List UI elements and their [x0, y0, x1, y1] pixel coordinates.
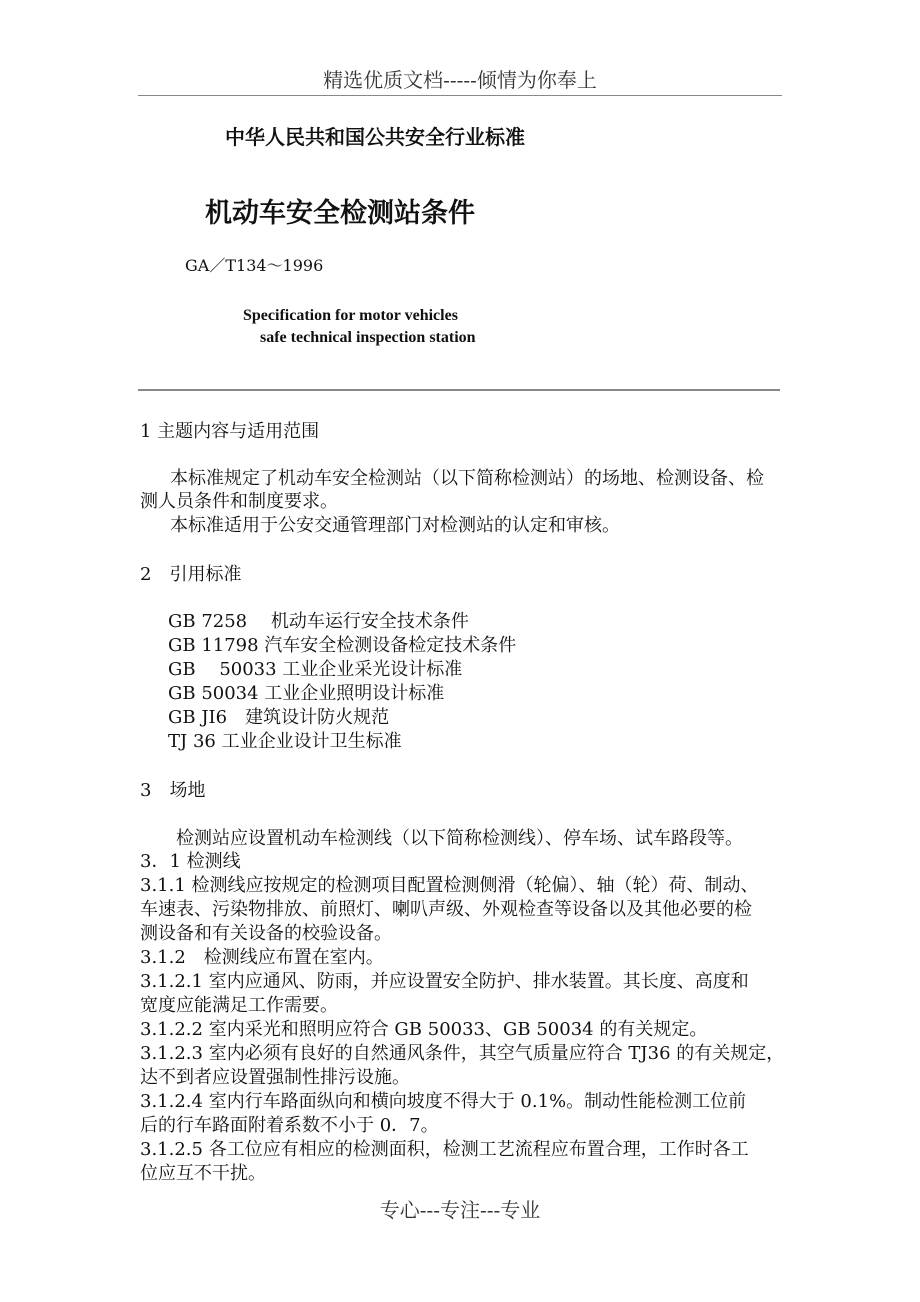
- paragraph-line: 宽度应能满足工作需要。: [140, 995, 338, 1016]
- issuer: 中华人民共和国公共安全行业标准: [225, 125, 525, 149]
- paragraph-line: 3.1.2.5 各工位应有相应的检测面积，检测工艺流程应布置合理，工作时各工: [140, 1139, 749, 1160]
- paragraph-line: 车速表、污染物排放、前照灯、喇叭声级、外观检查等设备以及其他必要的检: [140, 899, 752, 920]
- document-title: 机动车安全检测站条件: [205, 198, 475, 229]
- paragraph-line: 3.1.2.3 室内必须有良好的自然通风条件，其空气质量应符合 TJ36 的有关规定，: [140, 1043, 785, 1064]
- paragraph-line: 检测站应设置机动车检测线（以下简称检测线）、停车场、试车路段等。: [176, 828, 743, 849]
- paragraph-line: 后的行车路面附着系数不小于 0．7。: [140, 1115, 439, 1136]
- section-2-heading: 2 引用标准: [140, 564, 242, 585]
- page-footer: 专心---专注---专业: [379, 1198, 541, 1222]
- header-divider: [138, 95, 782, 96]
- paragraph-line: 测人员条件和制度要求。: [140, 491, 338, 512]
- english-title-line-2: safe technical inspection station: [260, 329, 476, 346]
- reference-item: GB 7258 机动车运行安全技术条件: [168, 611, 469, 632]
- reference-item: GB 11798 汽车安全检测设备检定技术条件: [168, 635, 517, 656]
- english-title-line-1: Specification for motor vehicles: [243, 307, 458, 324]
- section-3-heading: 3 场地: [140, 780, 206, 801]
- page-header: 精选优质文档-----倾情为你奉上: [323, 68, 597, 92]
- paragraph-line: 本标准适用于公安交通管理部门对检测站的认定和审核。: [170, 515, 620, 536]
- reference-item: GB 50033 工业企业采光设计标准: [168, 659, 463, 680]
- paragraph-line: 达不到者应设置强制性排污设施。: [140, 1067, 410, 1088]
- paragraph-line: 3.1.2.1 室内应通风、防雨，并应设置安全防护、排水装置。其长度、高度和: [140, 971, 749, 992]
- standard-code: GA／T134～1996: [185, 256, 324, 275]
- reference-item: TJ 36 工业企业设计卫生标准: [168, 731, 402, 752]
- section-1-heading: 1 主题内容与适用范围: [140, 421, 320, 442]
- subsection-heading: 3．1 检测线: [140, 851, 241, 872]
- paragraph-line: 3.1.2.2 室内采光和照明应符合 GB 50033、GB 50034 的有关规定。: [140, 1019, 708, 1040]
- paragraph-line: 3.1.1 检测线应按规定的检测项目配置检测侧滑（轮偏）、轴（轮）荷、制动、: [140, 875, 759, 896]
- paragraph-line: 本标准规定了机动车安全检测站（以下简称检测站）的场地、检测设备、检: [170, 468, 764, 489]
- paragraph-line: 测设备和有关设备的校验设备。: [140, 923, 392, 944]
- paragraph-line: 3.1.2 检测线应布置在室内。: [140, 947, 384, 968]
- reference-item: GB 50034 工业企业照明设计标准: [168, 683, 445, 704]
- title-divider: [138, 389, 780, 391]
- reference-item: GB JI6 建筑设计防火规范: [168, 707, 390, 728]
- paragraph-line: 3.1.2.4 室内行车路面纵向和横向坡度不得大于 0.1%。制动性能检测工位前: [140, 1091, 747, 1112]
- paragraph-line: 位应互不干扰。: [140, 1163, 266, 1184]
